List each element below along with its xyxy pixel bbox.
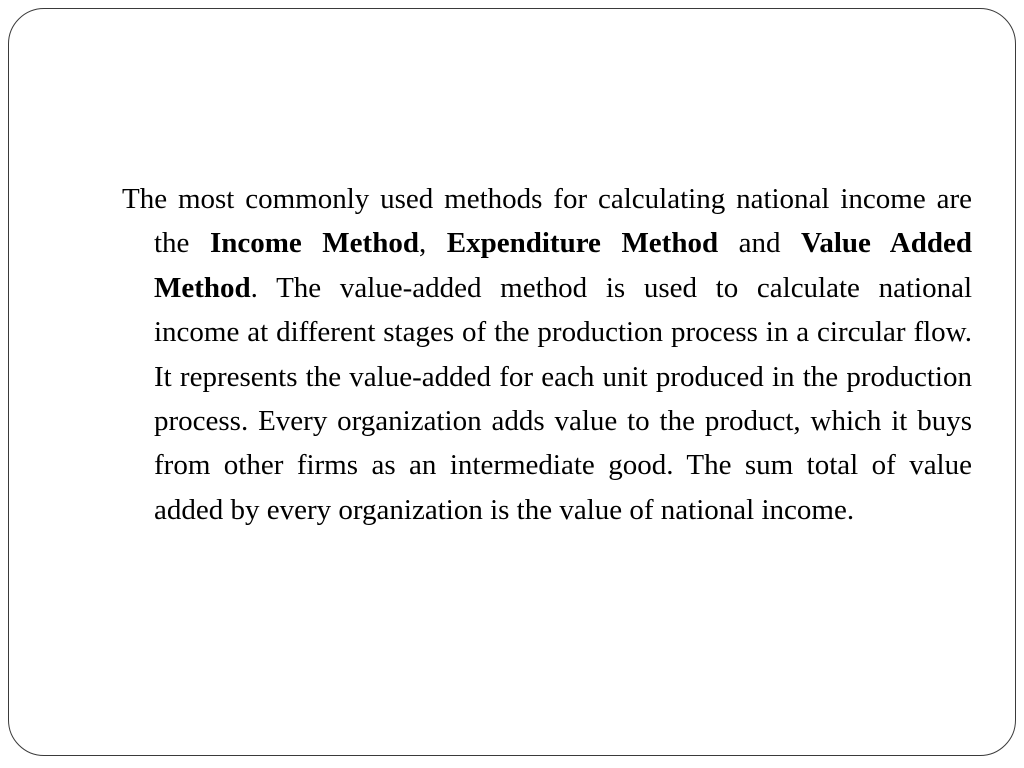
term-expenditure-method: Expenditure Method — [446, 227, 719, 260]
slide-frame — [8, 8, 1016, 756]
term-income-method: Income Method — [209, 227, 419, 260]
separator-comma: , — [418, 227, 447, 260]
term-value-added-method: Value Added Method — [154, 227, 973, 304]
separator-and: and — [718, 227, 802, 260]
slide-content — [122, 177, 972, 532]
paragraph-text-body: . The value-added method is used to calculate national income at different stages of the production process in a circular flow. It represents the value-added for each unit produced in the production process. Every organization adds value to the product, which it buys from other firms as an intermediate good. The sum total of value added by every organization is the value of national income. — [154, 271, 972, 526]
body-paragraph — [122, 177, 972, 532]
paragraph-text-intro: The most commonly used methods for calculating national income are the — [122, 183, 972, 260]
